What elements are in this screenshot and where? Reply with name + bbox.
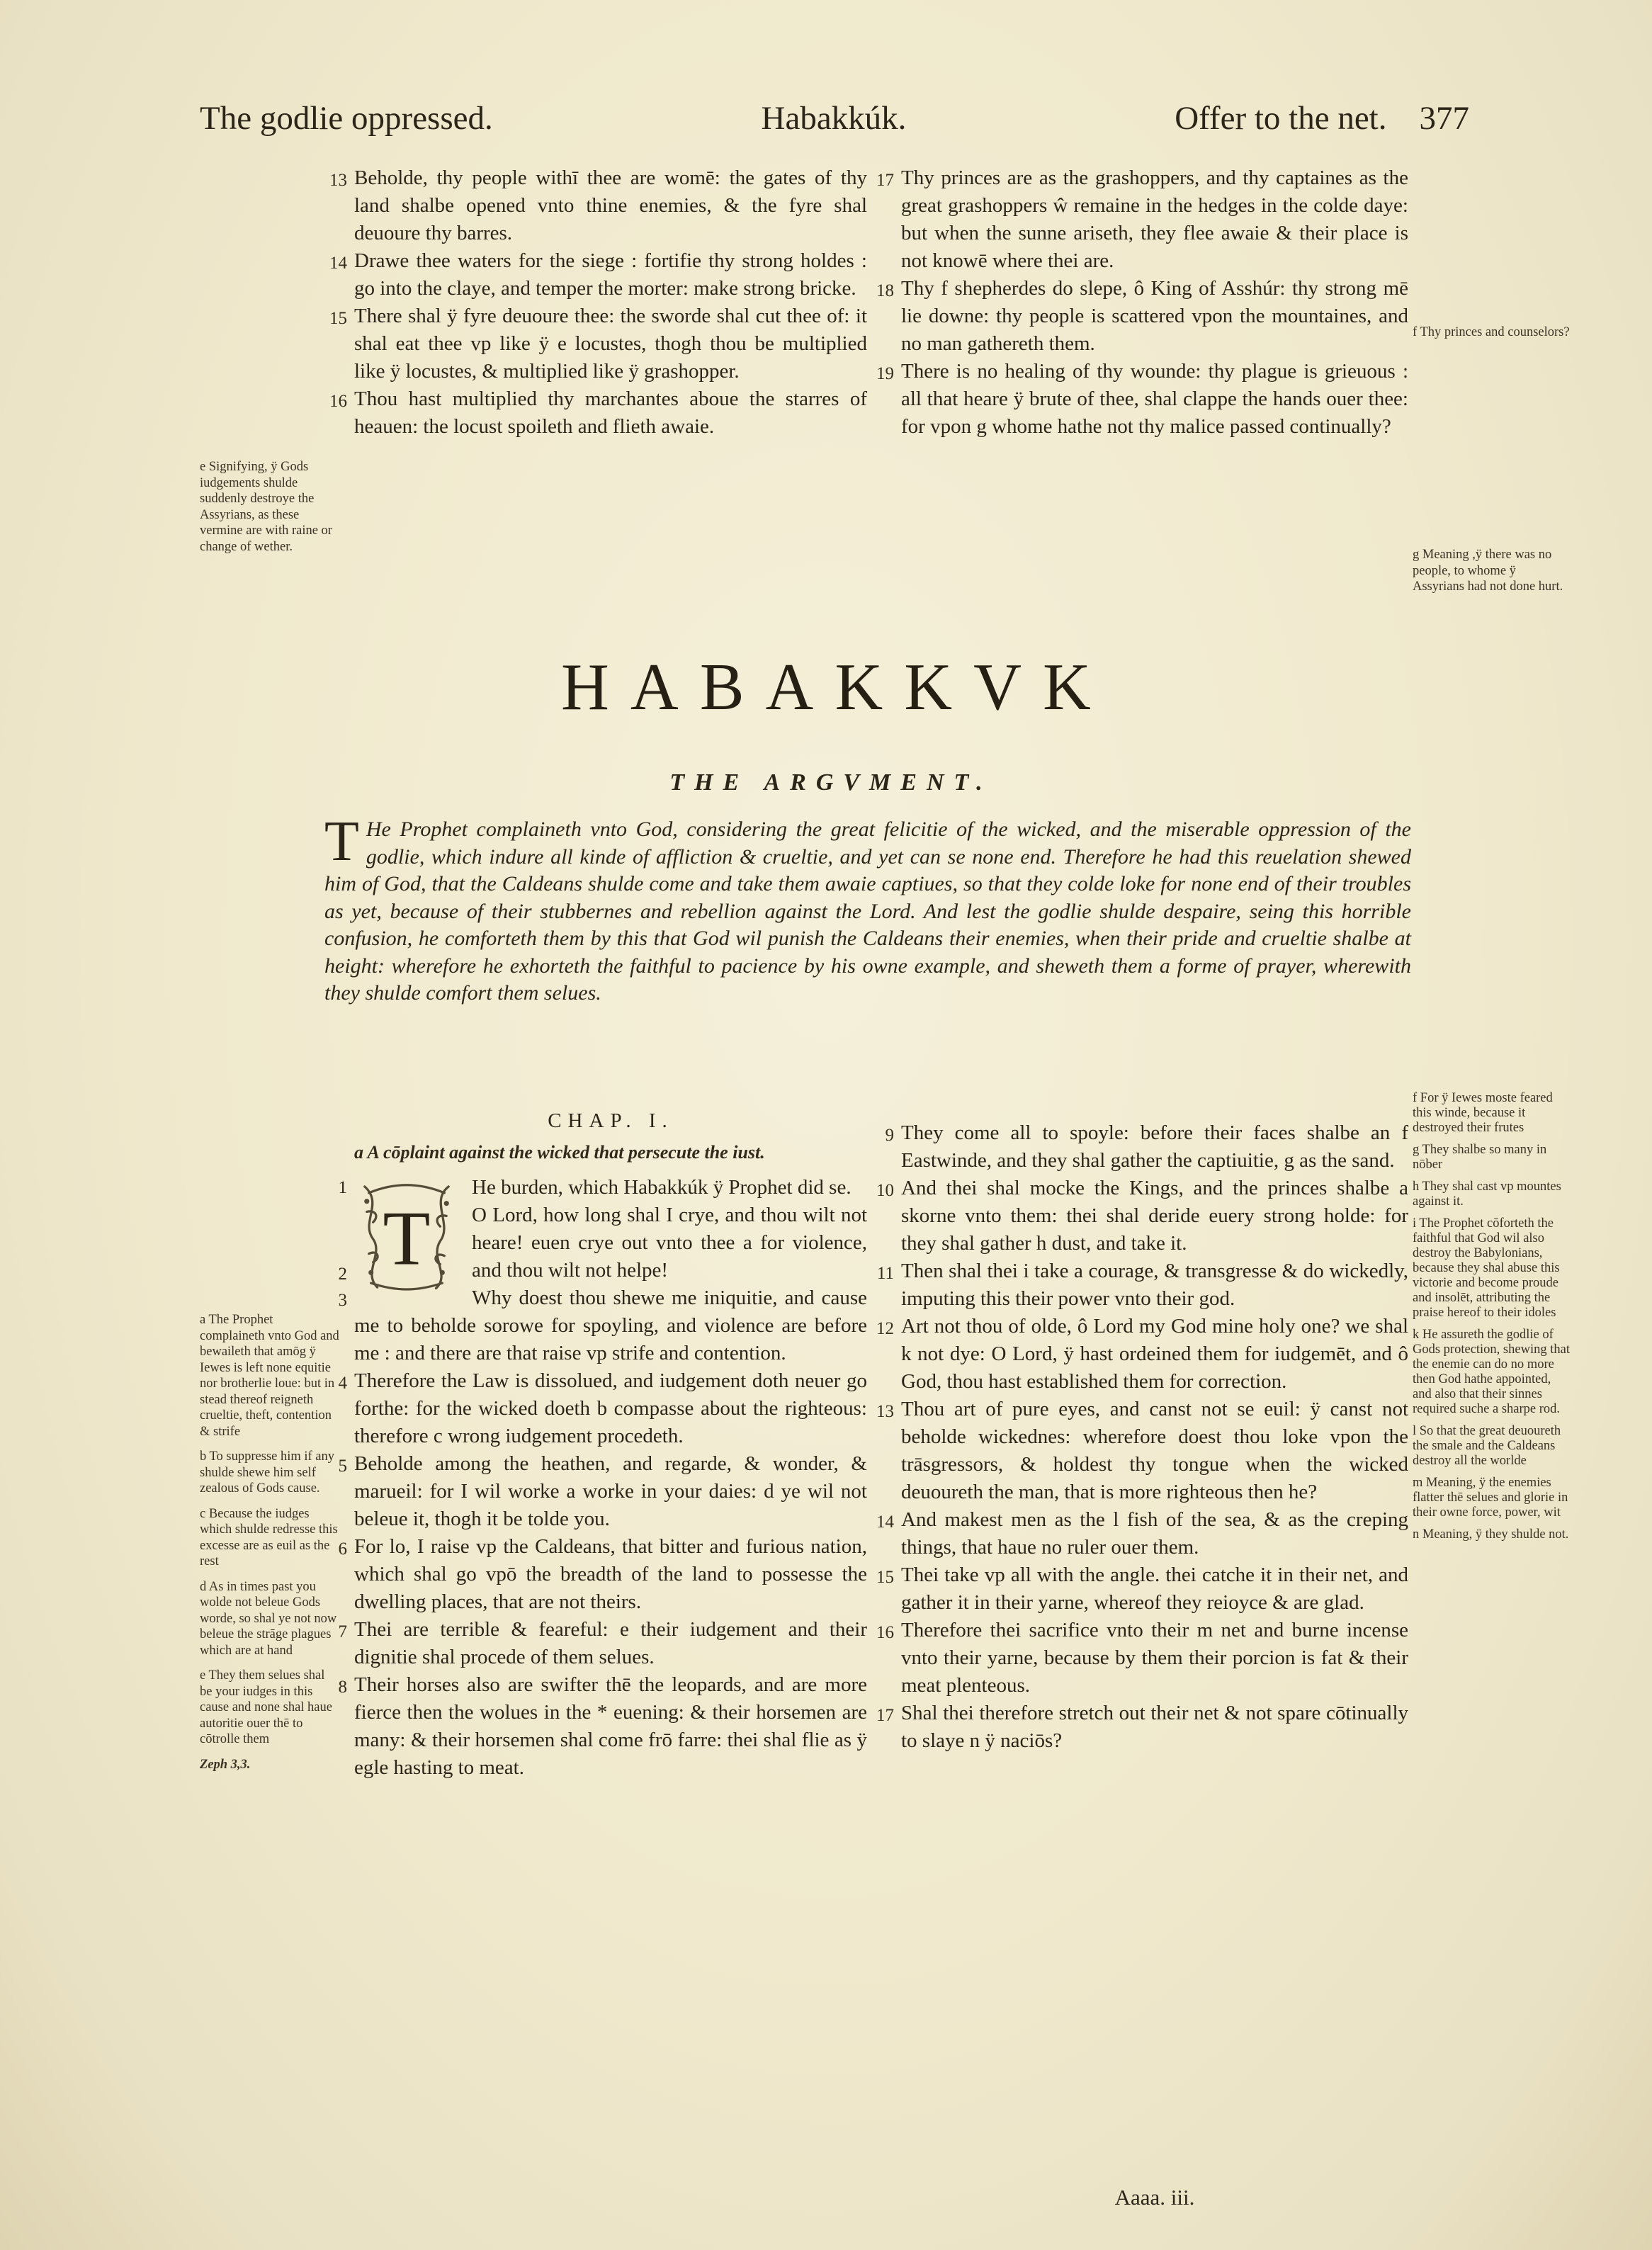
verse — [885, 1119, 1408, 1175]
margin-note-d: d As in times past you wolde not beleue Gods worde, so shal ye not now beleue the strāge plagues which are at hand — [200, 1579, 337, 1658]
verse-text: Drawe thee waters for the siege : fortifie thy strong holdes : go into the claye, and temper the morter: make strong bricke. — [354, 249, 867, 300]
verse-number: 15 — [329, 309, 347, 328]
margin-note-i: i The Prophet cōforteth the faithful that God wil also destroy the Babylonians, because they shal abuse this victorie and become proude and insolēt, attributing the praise hereof to their idoles — [1413, 1216, 1560, 1320]
chapter1-right-column — [876, 1119, 1408, 1755]
verse — [338, 1450, 867, 1533]
margin-note-n: n Meaning, ÿ they shulde not. — [1413, 1527, 1569, 1542]
margin-note-h: h They shal cast vp mountes against it. — [1413, 1180, 1561, 1209]
verse — [876, 1506, 1408, 1561]
margin-note-g: g Meaning ,ÿ there was no people, to whome ÿ Assyrians had not done hurt. — [1413, 548, 1563, 594]
verse — [876, 358, 1408, 441]
ornamental-drop-cap-T — [354, 1180, 459, 1294]
verse-number: 13 — [329, 171, 347, 190]
verses-1-2-block — [338, 1174, 867, 1284]
verse-text: Thou hast multiplied thy marchantes aboue the starres of heauen: the locust spoileth and flieth awaie. — [354, 388, 867, 438]
verse-text: Therefore thei sacrifice vnto their m net and burne incense vnto their yarne, because by them their porcion is fat & their meat plenteous. — [901, 1619, 1408, 1697]
verse — [329, 385, 867, 441]
verse — [876, 1313, 1408, 1396]
verse — [338, 1367, 867, 1450]
verse — [876, 1257, 1408, 1313]
verse-number: 3 — [338, 1291, 347, 1310]
verse-number: 9 — [885, 1126, 894, 1145]
verse-number: 11 — [876, 1264, 894, 1283]
verse-number: 5 — [338, 1457, 347, 1476]
verse — [338, 1616, 867, 1671]
argument-heading: THE ARGVMENT. — [669, 769, 992, 796]
verse — [329, 164, 867, 247]
verse-text: Art not thou of olde, ô Lord my God mine holy one? we shal k not dye: O Lord, ÿ hast ordeined them for iudgemēt, and ô God, thou hast established them for correction. — [901, 1315, 1408, 1393]
verse — [876, 1617, 1408, 1700]
margin-note-f2: f For ÿ Iewes moste feared this winde, because it destroyed their frutes — [1413, 1091, 1553, 1135]
margin-note-a: a The Prophet complaineth vnto God and bewaileth that amōg ÿ Iewes is left none equitie nor brotherlie loue: but in stead thereof reigneth crueltie, theft, contention & strife — [200, 1313, 339, 1439]
verse — [876, 1396, 1408, 1506]
margin-note-g2: g They shalbe so many in nōber — [1413, 1143, 1547, 1172]
verse-text: Their horses also are swifter thē the leopards, and are more fierce then the wolues in the * euening: & their horsemen are many: & their horsemen shal come frō farre: thei shal flie as ÿ egle hasting to meat. — [354, 1673, 867, 1779]
verse-text: They come all to spoyle: before their faces shalbe an f Eastwinde, and they shal gather the captiuitie, g as the sand. — [901, 1121, 1408, 1172]
margin-note-e2: e They them selues shal be your iudges in this cause and none shal haue autoritie ouer thē to cōtrolle them — [200, 1668, 332, 1746]
margin-note-c: c Because the iudges which shulde redresse this excesse are as euil as the rest — [200, 1506, 338, 1568]
nahum-right-margin-note-f — [1413, 324, 1570, 350]
verse-text: Thou art of pure eyes, and canst not se euil: ÿ canst not beholde wickednes: wherefore doest thou loke vpon the trāsgressors, & holdest thy tongue when the wicked deuoureth the man, that is more righteous then he? — [901, 1398, 1408, 1503]
running-header — [200, 99, 1469, 137]
verse — [338, 1671, 867, 1782]
book-title: HABAKKVK — [561, 650, 1112, 724]
verse-number: 8 — [338, 1678, 347, 1697]
verse-text: Thei are terrible & feareful: e their iudgement and their dignitie shal procede of them selues. — [354, 1618, 867, 1668]
argument-drop-cap: T — [324, 810, 359, 873]
margin-note-m: m Meaning, ÿ the enemies flatter thē selues and glorie in their owne force, power, wit — [1413, 1476, 1568, 1520]
margin-note-b: b To suppresse him if any shulde shewe him self zealous of Gods cause. — [200, 1449, 335, 1496]
verse-text: And makest men as the l fish of the sea, & as the creping things, that haue no ruler ouer them. — [901, 1508, 1408, 1559]
chapter1-left-margin-notes — [200, 1312, 340, 1782]
verse — [329, 303, 867, 385]
verse-text: Beholde, thy people withī thee are womē: the gates of thy land shalbe opened vnto thine enemies, & the fyre shal deuoure thy barres. — [354, 166, 867, 244]
nahum-left-column — [329, 164, 867, 441]
verse-number: 13 — [876, 1402, 894, 1421]
verse — [876, 1700, 1408, 1755]
drop-cap-letter: T — [383, 1194, 431, 1282]
verse-number: 18 — [876, 281, 894, 300]
verse-text: There shal ÿ fyre deuoure thee: the sworde shal cut thee of: it shal eat thee vp like ÿ e locustes, thogh thou be multiplied like ÿ locustes, & multiplied like ÿ grashopper. — [354, 305, 867, 383]
verse — [329, 247, 867, 303]
verse-text: For lo, I raise vp the Caldeans, that bitter and furious nation, which shal go vpō the breadth of the land to possesse the dwelling places, that are not theirs. — [354, 1535, 867, 1613]
margin-note-l: l So that the great deuoureth the smale and the Caldeans destroy all the worlde — [1413, 1424, 1561, 1468]
argument-text — [324, 810, 1411, 1007]
verse-text: Thy f shepherdes do slepe, ô King of Asshúr: thy strong mē lie downe: thy people is scattered vpon the mountaines, and no man gathereth them. — [901, 277, 1408, 355]
verse-number: 4 — [338, 1374, 347, 1393]
verse-text: Thei take vp all with the angle. thei catche it in their net, and gather it in their yarne, whereof they reioyce & are glad. — [901, 1564, 1408, 1614]
verse-text: Then shal thei i take a courage, & transgresse & do wickedly, imputing this their power vnto their god. — [901, 1260, 1408, 1310]
verse-number: 15 — [876, 1568, 894, 1587]
margin-note-k: k He assureth the godlie of Gods protection, shewing that the enemie can do no more then God hathe appointed, and also that their sinnes required suche a sharpe rod. — [1413, 1328, 1570, 1416]
verse-text: There is no healing of thy wounde: thy plague is grieuous : all that heare ÿ brute of thee, shal clappe the hands ouer thee: for vpon g whome hathe not thy malice passed continually? — [901, 360, 1408, 438]
verse — [876, 164, 1408, 275]
chapter-heading: CHAP. I. — [548, 1109, 674, 1132]
verse-number: 1 — [338, 1178, 347, 1197]
verse-number: 7 — [338, 1622, 347, 1641]
verse-text: O Lord, how long shal I crye, and thou wilt not heare! euen crye out vnto thee a for violence, and thou wilt not helpe! — [472, 1204, 867, 1282]
nahum-right-margin-note-g — [1413, 547, 1570, 604]
header-left-title: The godlie oppressed. — [200, 100, 493, 137]
verse-number: 17 — [876, 171, 894, 190]
verse — [876, 275, 1408, 358]
verse-number: 19 — [876, 364, 894, 383]
verse-number: 6 — [338, 1539, 347, 1559]
verse-text: Why doest thou shewe me iniquitie, and cause me to beholde sorowe for spoyling, and violence are before me : and there are that raise vp strife and contention. — [354, 1287, 867, 1364]
verse — [876, 1561, 1408, 1617]
header-book-name: Habakkúk. — [761, 100, 907, 137]
verse-text: Thy princes are as the grashoppers, and thy captaines as the great grashoppers ŵ remaine in the hedges in the colde daye: but when the sunne ariseth, they flee awaie & their place is not knowē where thei are. — [901, 166, 1408, 272]
verse-number: 17 — [876, 1706, 894, 1725]
page-number: 377 — [1419, 100, 1469, 137]
header-right-title: Offer to the net. — [1175, 100, 1387, 137]
verse-number: 2 — [338, 1265, 347, 1284]
verse-text: Beholde among the heathen, and regarde, & wonder, & marueil: for I wil worke a worke in your daies: d ye wil not beleue it, thogh it be tolde you. — [354, 1452, 867, 1530]
verse-number: 10 — [876, 1181, 894, 1200]
verse — [338, 1533, 867, 1616]
margin-note-e: e Signifying, ÿ Gods iudgements shulde suddenly destroye the Assyrians, as these vermine are with raine or change of wether. — [200, 460, 332, 554]
verse-number: 14 — [329, 254, 347, 273]
margin-cross-reference: Zeph 3,3. — [200, 1757, 251, 1772]
margin-note-f: f Thy princes and counselors? — [1413, 325, 1570, 339]
drop-cap-woodcut — [354, 1180, 459, 1294]
verse-text: Shal thei therefore stretch out their net & not spare cōtinually to slaye n ÿ naciōs? — [901, 1702, 1408, 1752]
argument-body: He Prophet complaineth vnto God, considering the great felicitie of the wicked, and the miserable oppression of the godlie, which indure all kinde of affliction & crueltie, and yet can se none end. Therefore he had this reuelation shewed him of God, that the Caldeans shulde come and take them awaie captiues, so that they colde loke for none end of their troubles as yet, because of their stubbernes and rebellion against the Lord. And lest the godlie shulde despaire, seing this horrible confusion, he comforteth them by this that God wil punish the Caldeans their enemies, when their pride and crueltie shalbe at height: wherefore he exhorteth the faithful to pacience by his owne example, and sheweth them a forme of prayer, wherewith they shulde comfort them selues. — [324, 818, 1411, 1005]
chapter1-left-column — [338, 1109, 867, 1782]
signature-mark: Aaaa. iii. — [1114, 2185, 1195, 2210]
verse-number: 12 — [876, 1319, 894, 1338]
verse-number: 16 — [329, 392, 347, 411]
verse-text: He burden, which Habakkúk ÿ Prophet did se. — [472, 1176, 852, 1199]
verse-text: Therefore the Law is dissolued, and iudgement doth neuer go forthe: for the wicked doeth b compasse about the righteous: therefore c wrong iudgement procedeth. — [354, 1369, 867, 1447]
verse-number: 16 — [876, 1623, 894, 1642]
verse — [876, 1175, 1408, 1257]
verse-text: And thei shal mocke the Kings, and the princes shalbe a skorne vnto them: thei shal deride euery strong holde: for they shal gather h dust, and take it. — [901, 1177, 1408, 1255]
nahum-left-margin-notes — [200, 459, 339, 564]
chapter-summary: a A cōplaint against the wicked that persecute the iust. — [354, 1142, 765, 1163]
nahum-right-column — [876, 164, 1408, 441]
chapter1-right-margin-notes — [1413, 1091, 1571, 1549]
verse-number: 14 — [876, 1513, 894, 1532]
verse — [338, 1284, 867, 1367]
